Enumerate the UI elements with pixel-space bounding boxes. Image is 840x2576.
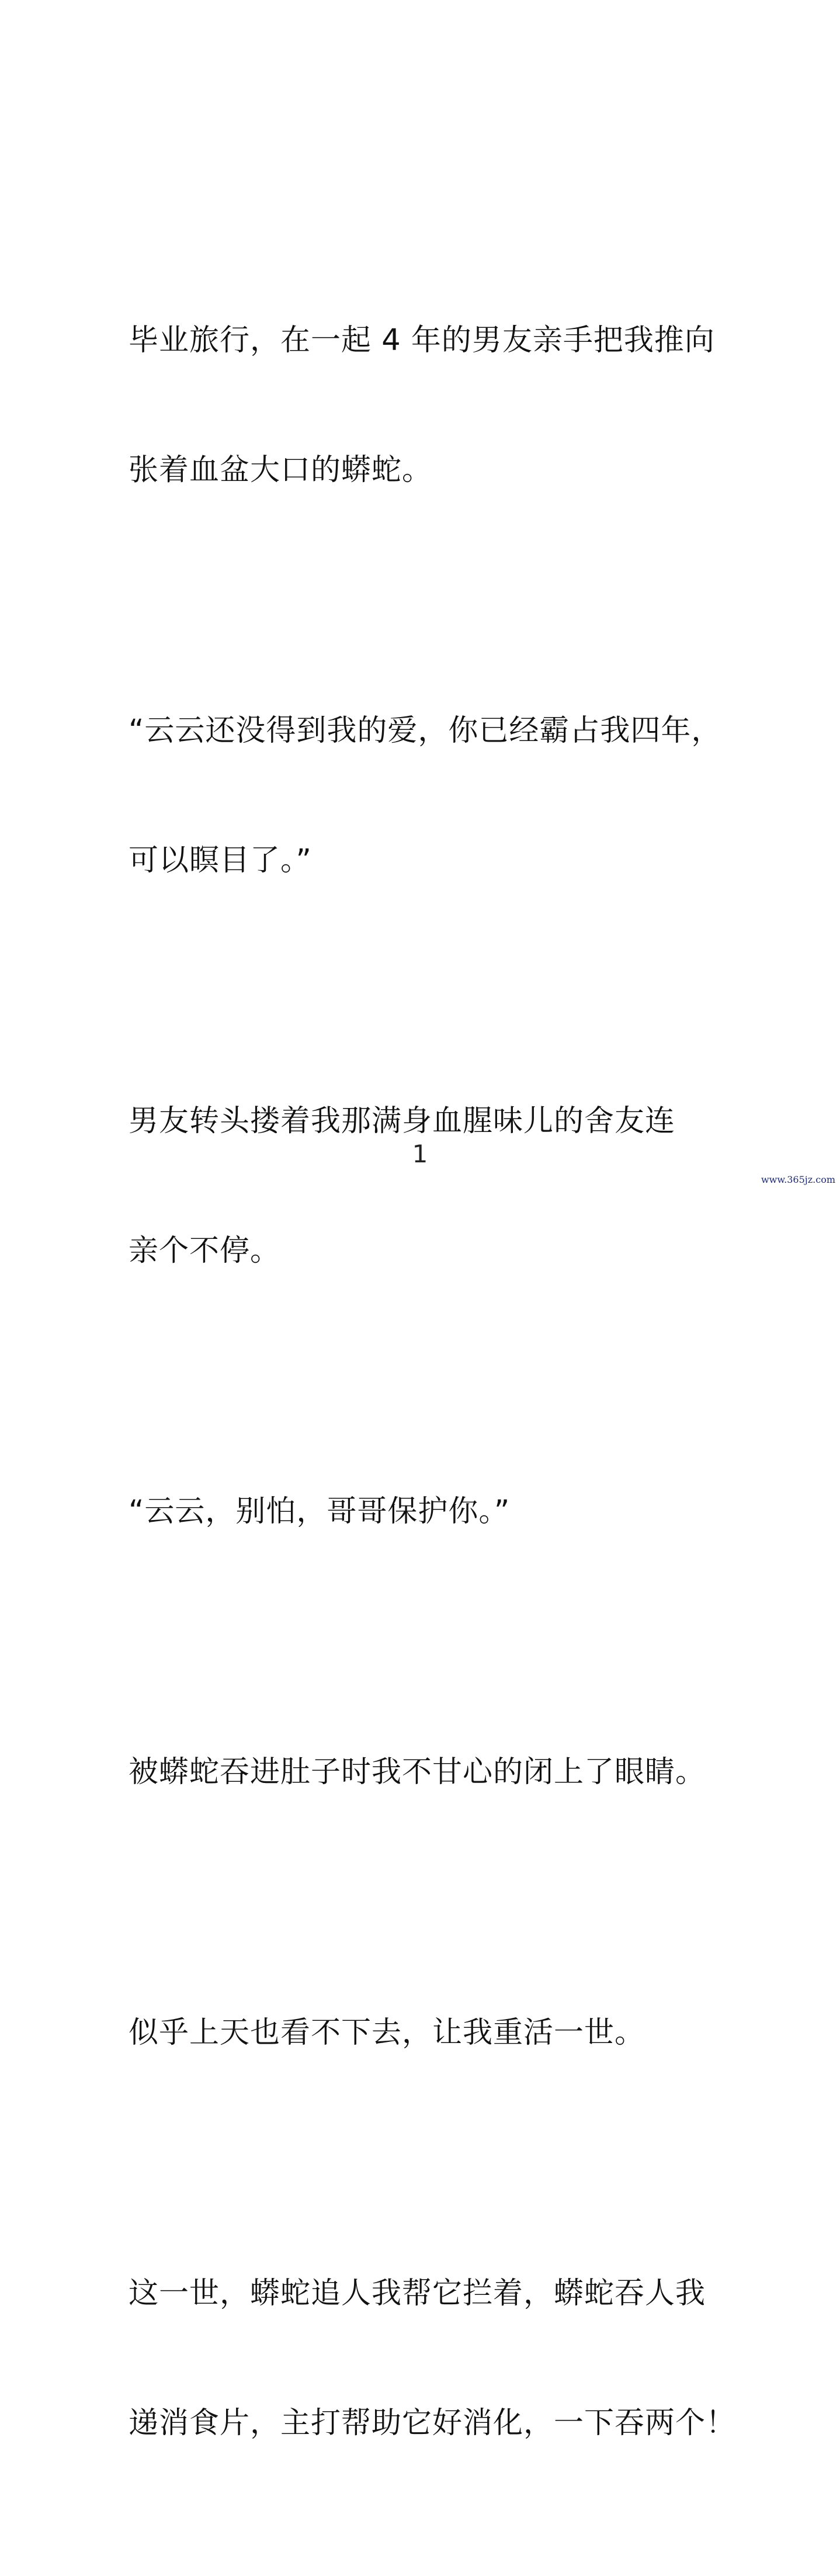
paragraph-2 — [129, 623, 722, 969]
page-number: 1 — [412, 1140, 428, 1168]
paragraph-line: 被蟒蛇吞进肚子时我不甘心的闭上了眼睛。 — [129, 1755, 706, 1789]
paragraph-line: 亲个不停。 — [129, 1234, 281, 1268]
paragraph-5 — [129, 1664, 718, 1881]
paragraph-line: 男友转头搂着我那满身血腥味儿的舍友连 — [129, 1104, 676, 1138]
paragraph-7 — [129, 2186, 737, 2532]
paragraph-line: “云云还没得到我的爱，你已经霸占我四年， — [129, 714, 722, 748]
story-text — [129, 233, 737, 2576]
paragraph-1 — [129, 233, 718, 579]
watermark: www.365jz.com — [761, 1174, 835, 1185]
paragraph-line: 这一世，蟒蛇追人我帮它拦着，蟒蛇吞人我 — [129, 2276, 706, 2311]
paragraph-line: 毕业旅行，在一起 4 年的男友亲手把我推向 — [129, 323, 715, 358]
paragraph-3 — [129, 1013, 718, 1359]
paragraph-line: 递消食片，主打帮助它好消化，一下吞两个！ — [129, 2406, 737, 2440]
paragraph-line: 可以瞑目了。” — [129, 843, 312, 878]
paragraph-6 — [129, 1925, 718, 2141]
paragraph-line: 张着血盆大口的蟒蛇。 — [129, 453, 433, 487]
paragraph-4 — [129, 1404, 718, 1620]
paragraph-line: 似乎上天也看不下去，让我重活一世。 — [129, 2016, 645, 2050]
paragraph-line: “云云，别怕，哥哥保护你。” — [129, 1494, 511, 1529]
